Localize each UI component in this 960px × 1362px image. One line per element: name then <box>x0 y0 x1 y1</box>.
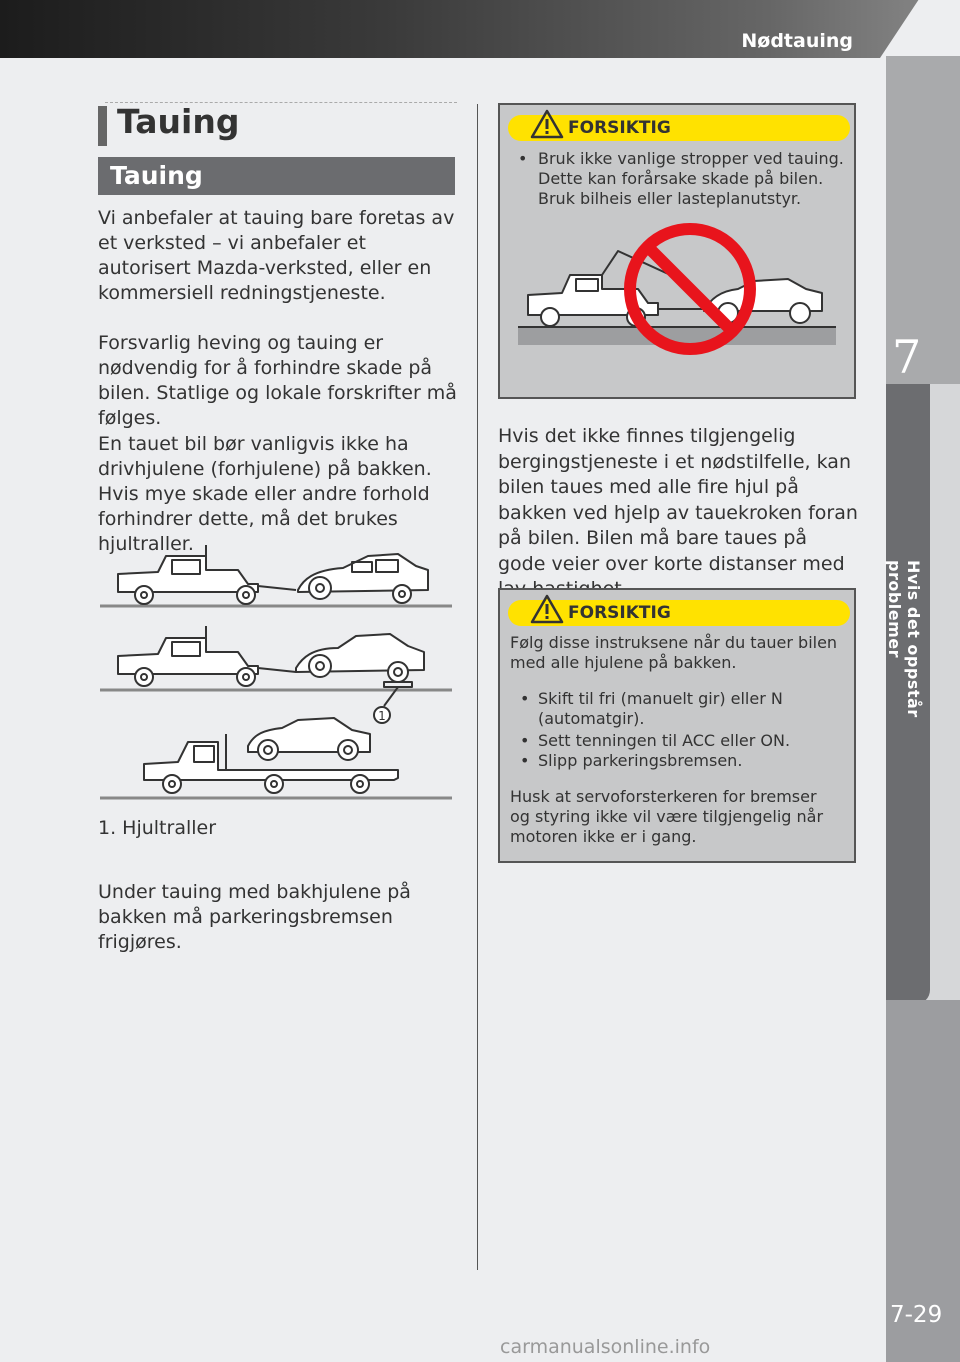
paragraph-intro: Vi anbefaler at tauing bare foretas av et verksted – vi anbefaler et autorisert Mazda-verksted, eller en kommersiell redningstjeneste. <box>98 207 455 304</box>
caution-outro: Husk at servoforsterkeren for bremser og styring ikke vil være tilgjengelig når motoren ikke er i gang. <box>510 787 824 846</box>
page-title: Tauing <box>117 102 240 141</box>
paragraph-lifting: Forsvarlig heving og tauing er nødvendig for å forhindre skade på bilen. Statlige og lokale forskrifter må følges. <box>98 332 457 429</box>
towing-methods-illustration <box>98 540 454 802</box>
callout-number: 1 <box>378 709 386 723</box>
bullet-dot: • <box>520 751 530 770</box>
prohibited-strap-tow-illustration <box>518 223 838 363</box>
caution-box-straps <box>498 103 856 399</box>
watermark: carmanualsonline.info <box>500 1336 711 1358</box>
chapter-label: Hvis det oppstår problemer <box>885 560 923 718</box>
bullet-dot: • <box>520 731 530 750</box>
caution-bullet-text: Bruk ikke vanlige stropper ved tauing. Dette kan forårsake skade på bilen. Bruk bilheis eller lasteplanutstyr. <box>538 149 844 208</box>
warning-icon <box>530 109 564 139</box>
flatbed-truck <box>144 718 398 793</box>
caution-header <box>508 600 850 626</box>
caution-title: FORSIKTIG <box>568 118 671 138</box>
dolly-tow-truck <box>118 626 424 706</box>
caution-bullet-ignition: Sett tenningen til ACC eller ON. <box>538 731 791 750</box>
page-number: 7-29 <box>890 1302 943 1328</box>
caution-bullet-brake: Slipp parkeringsbremsen. <box>538 751 743 770</box>
heading-marker <box>98 106 107 146</box>
wheel-lift-truck <box>118 545 428 604</box>
bullet-dot: • <box>520 689 530 708</box>
section-heading: Tauing <box>98 157 455 195</box>
figure-legend: 1. Hjultraller <box>98 817 217 839</box>
caution-box-four-wheels <box>498 588 856 863</box>
paragraph-four-wheel-tow: Hvis det ikke finnes tilgjengelig bergingstjeneste i et nødstilfelle, kan bilen taues med alle fire hjul på bakken ved hjelp av tauekroken foran på bilen. Bilen må bare taues på gode veier over korte distanser med <box>498 425 858 575</box>
section-title: Nødtauing <box>741 30 853 52</box>
chapter-number: 7 <box>892 330 922 384</box>
warning-icon <box>530 594 564 624</box>
paragraph-parking-brake: Under tauing med bakhjulene på bakken må parkeringsbremsen frigjøres. <box>98 881 411 953</box>
paragraph-drive-wheels: En tauet bil bør vanligvis ikke ha drivhjulene (forhjulene) på bakken. Hvis mye skade eller andre forhold forhindrer dette, må det brukes hjultraller. <box>98 433 432 555</box>
bullet-dot: • <box>518 149 528 168</box>
caution-title: FORSIKTIG <box>568 603 671 623</box>
column-divider <box>477 104 478 1270</box>
caution-bullet-neutral: Skift til fri (manuelt gir) eller N (automatgir). <box>538 689 783 728</box>
caution-intro: Følg disse instruksene når du tauer bilen med alle hjulene på bakken. <box>510 633 838 672</box>
caution-header <box>508 115 850 141</box>
